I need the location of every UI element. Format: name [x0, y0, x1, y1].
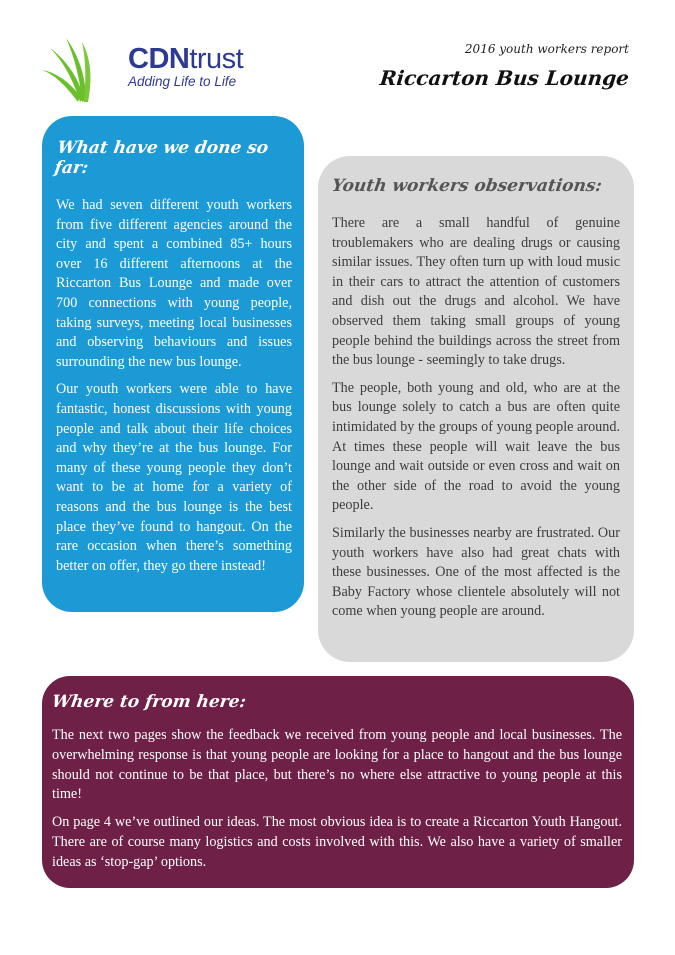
where-to-panel [42, 676, 634, 888]
observations-panel [318, 156, 634, 662]
observations-paragraph: There are a small handful of genuine troublemakers who are dealing drugs or causing similar issues. They often turn up with loud music in their cars to attract the attention of customers and dish out the drugs and alcohol. We have observed them taking small groups of young people behind the buildings across the street from the bus lounge - seemingly to take drugs. [332, 215, 620, 369]
observations-paragraph: The people, both young and old, who are at the bus lounge solely to catch a bus are often quite intimidated by the groups of young people around. At times these people will wait leave the bus lounge and wait outside or even cross and wait on the other side of the road to avoid the young people. [332, 379, 620, 514]
where-to-paragraph: The next two pages show the feedback we received from young people and local businesses. The overwhelming response is that young people are looking for a place to hangout and the bus lounge should not continue to be that place, but there’s no where else attractive to young people at this time! [52, 727, 622, 803]
where-to-heading: Where to from here: [50, 692, 248, 712]
observations-paragraph: Similarly the businesses nearby are frustrated. Our youth workers have also had great chats with these businesses. One of the most affected is the Baby Factory whose clientele absolutely will not come when young people are around. [332, 524, 620, 620]
done-so-far-heading: What have we done so far: [53, 138, 270, 178]
done-so-far-paragraph: We had seven different youth workers from five different agencies around the city and spent a combined 85+ hours over 16 different afternoons at the Riccarton Bus Lounge and made over 700 connections with young people, taking surveys, meeting local businesses and observing behaviours and issues surrounding the new bus lounge. [56, 197, 292, 370]
where-to-paragraph: On page 4 we’ve outlined our ideas. The most obvious idea is to create a Riccarton Youth Hangout. There are of course many logistics and costs involved with this. We also have a variety of smaller ideas as ‘stop-gap’ options. [52, 814, 622, 870]
done-so-far-panel [42, 116, 304, 612]
done-so-far-paragraph: Our youth workers were able to have fantastic, honest discussions with young people and talk about their life choices and why they’re at the bus lounge. For many of these young people they don’t want to be at home for a variety of reasons and the bus lounge is the best place they’ve found to hangout. On the rare occasion when there’s something better on offer, they go there instead! [56, 381, 292, 574]
cdn-trust-logo [40, 36, 244, 106]
leaf-icon [40, 36, 124, 106]
page-title: Riccarton Bus Lounge [378, 66, 631, 90]
logo-tagline: Adding Life to Life [128, 74, 237, 89]
logo-name: CDNtrust [128, 43, 244, 75]
report-label: 2016 youth workers report [464, 42, 629, 56]
observations-heading: Youth workers observations: [330, 176, 604, 196]
